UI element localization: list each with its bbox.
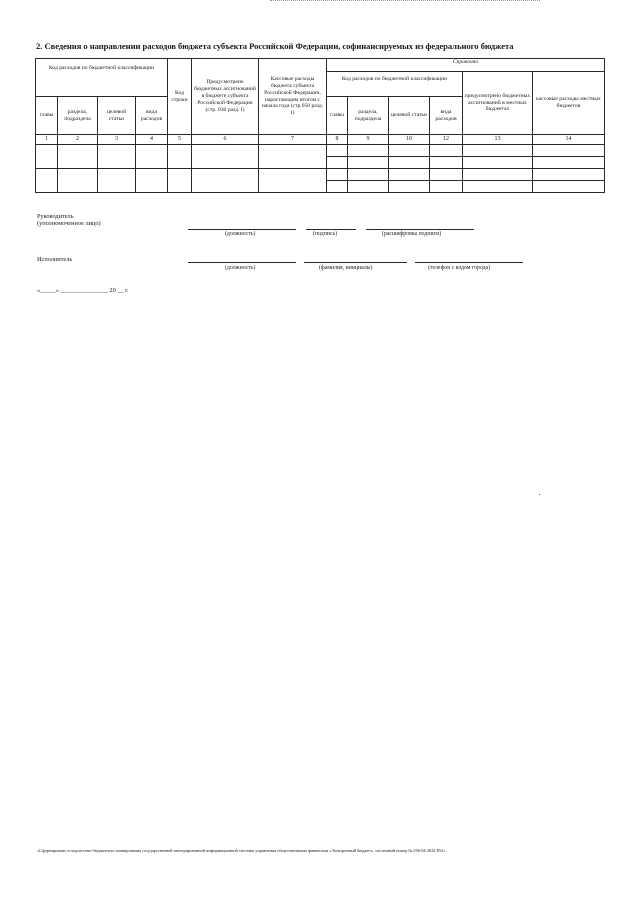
footer-note: «Сформировано в подсистеме бюджетного планирования государственной интегрированной информационной системы управления общественными финансами «Электронный бюджет», системный номер № 056-04-2022-852»	[37, 848, 446, 853]
col-num: 14	[533, 135, 605, 145]
table-cell[interactable]	[533, 169, 605, 181]
col-num: 6	[192, 135, 259, 145]
table-cell[interactable]	[430, 169, 463, 181]
table-cell[interactable]	[168, 169, 192, 193]
header-cash-expenses: Кассовые расходы бюджета субъекта Российской Федерации, нарастающим итогом с начала года (стр.050 разд. I)	[259, 59, 327, 135]
head-signature-line[interactable]	[306, 229, 356, 230]
head-signer-label: Руководитель (уполномоченное лицо)	[37, 213, 101, 228]
table-cell[interactable]	[463, 181, 533, 193]
column-numbers-row	[36, 135, 605, 145]
col-num: 7	[259, 135, 327, 145]
col-num: 2	[58, 135, 98, 145]
table-cell[interactable]	[463, 169, 533, 181]
table-cell[interactable]	[36, 169, 58, 193]
table-cell[interactable]	[98, 169, 136, 193]
executor-phone-line[interactable]	[415, 262, 523, 263]
header-ref-chapter: главы	[327, 97, 348, 135]
header-ref-target-item: целевой статьи	[389, 97, 430, 135]
header-ref-budget-code: Код расходов по бюджетной классификации	[327, 72, 463, 97]
col-num: 12	[430, 135, 463, 145]
header-section: раздела, подраздела	[58, 97, 98, 135]
header-row-1	[36, 59, 605, 72]
header-ref-cash-local: кассовые расходы местных бюджетов	[533, 72, 605, 135]
table-cell[interactable]	[58, 145, 98, 169]
table-cell[interactable]	[389, 145, 430, 157]
table-cell[interactable]	[192, 145, 259, 169]
table-cell[interactable]	[389, 181, 430, 193]
table-cell[interactable]	[430, 181, 463, 193]
header-planned-allocations: Предусмотрено бюджетных ассигнований в бюджете субъекта Российской Федерации (стр. 030 разд. I)	[192, 59, 259, 135]
table-cell[interactable]	[98, 145, 136, 169]
col-num: 1	[36, 135, 58, 145]
head-decoding-caption: (расшифровка подписи)	[382, 231, 442, 237]
table-cell[interactable]	[259, 169, 327, 193]
header-expense-type: вида расходов	[136, 97, 168, 135]
col-num: 9	[348, 135, 389, 145]
header-budget-code: Код расходов по бюджетной классификации	[36, 59, 168, 97]
scan-dot	[539, 494, 540, 495]
header-chapter: главы	[36, 97, 58, 135]
table-cell[interactable]	[348, 157, 389, 169]
table-cell[interactable]	[327, 145, 348, 157]
col-num: 10	[389, 135, 430, 145]
table-cell[interactable]	[136, 169, 168, 193]
header-reference: Справочно	[327, 59, 605, 72]
table-cell[interactable]	[259, 145, 327, 169]
table-cell[interactable]	[533, 181, 605, 193]
table-cell[interactable]	[348, 145, 389, 157]
executor-label: Исполнитель	[37, 256, 73, 263]
table-cell[interactable]	[389, 157, 430, 169]
col-num: 8	[327, 135, 348, 145]
col-num: 13	[463, 135, 533, 145]
head-position-caption: (должность)	[225, 231, 256, 237]
table-cell[interactable]	[533, 157, 605, 169]
header-line-code: Код строки	[168, 59, 192, 135]
col-num: 3	[98, 135, 136, 145]
table-cell[interactable]	[168, 145, 192, 169]
section-heading: 2. Сведения о направлении расходов бюджета субъекта Российской Федерации, софинансируемых из федерального бюджета	[36, 41, 514, 51]
table-cell[interactable]	[389, 169, 430, 181]
expenses-table	[35, 58, 605, 193]
table-cell[interactable]	[327, 169, 348, 181]
executor-position-caption: (должность)	[225, 265, 256, 271]
table-cell[interactable]	[463, 145, 533, 157]
executor-name-line[interactable]	[304, 262, 407, 263]
table-cell[interactable]	[36, 145, 58, 169]
table-cell[interactable]	[348, 181, 389, 193]
table-row	[36, 169, 605, 181]
table-cell[interactable]	[192, 169, 259, 193]
col-num: 4	[136, 135, 168, 145]
table-cell[interactable]	[327, 181, 348, 193]
page-top-mark	[270, 0, 540, 4]
header-target-item: целевой статьи	[98, 97, 136, 135]
table-row	[36, 145, 605, 157]
col-num: 5	[168, 135, 192, 145]
table-cell[interactable]	[463, 157, 533, 169]
table-cell[interactable]	[348, 169, 389, 181]
date-line: «_____» _______________ 20 __ г.	[37, 287, 129, 294]
head-decoding-line[interactable]	[366, 229, 474, 230]
executor-phone-caption: (телефон с кодом города)	[428, 265, 491, 271]
header-ref-planned-local: предусмотрено бюджетных ассигнований в местных бюджетах	[463, 72, 533, 135]
header-ref-expense-type: вида расходов	[430, 97, 463, 135]
header-ref-section: раздела, подраздела	[348, 97, 389, 135]
table-cell[interactable]	[430, 157, 463, 169]
table-cell[interactable]	[430, 145, 463, 157]
executor-name-caption: (фамилия, инициалы)	[319, 265, 373, 271]
table-cell[interactable]	[327, 157, 348, 169]
head-signature-caption: (подпись)	[313, 231, 338, 237]
head-position-line[interactable]	[188, 229, 296, 230]
table-cell[interactable]	[58, 169, 98, 193]
executor-position-line[interactable]	[188, 262, 296, 263]
table-cell[interactable]	[136, 145, 168, 169]
table-cell[interactable]	[533, 145, 605, 157]
